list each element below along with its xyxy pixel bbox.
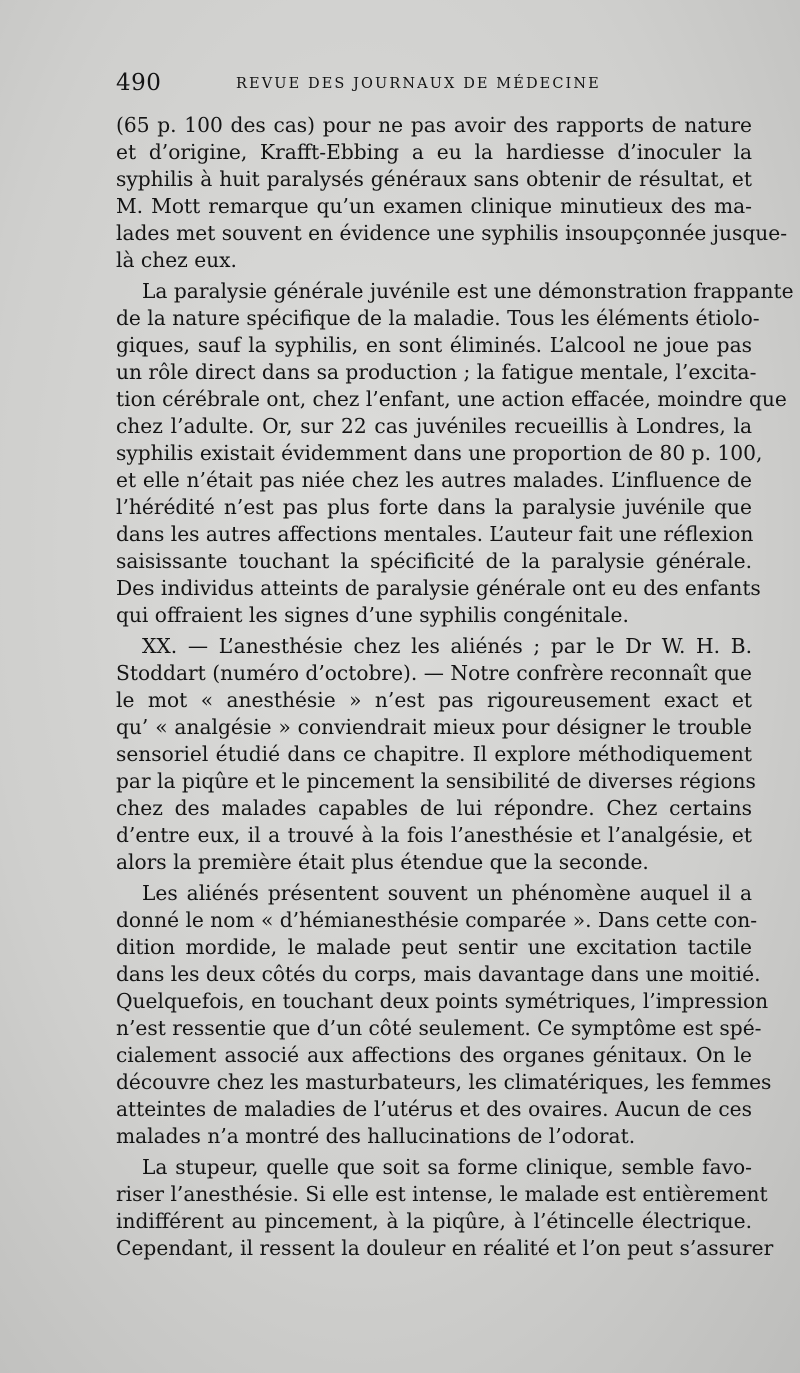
paragraph [116, 880, 772, 1150]
text-line: alors la première était plus étendue que la seconde. [116, 850, 649, 874]
text-line: (65 p. 100 des cas) pour ne pas avoir des rapports de nature [116, 113, 752, 137]
page-number: 490 [116, 70, 162, 96]
text-line: Cependant, il ressent la douleur en réalité et l’on peut s’assurer [116, 1236, 774, 1260]
text-line: riser l’anesthésie. Si elle est intense, le malade est entièrement [116, 1182, 768, 1206]
text-line: un rôle direct dans sa production ; la fatigue mentale, l’excita- [116, 360, 757, 384]
text-line: découvre chez les masturbateurs, les climatériques, les femmes [116, 1070, 772, 1094]
text-line: qu’ « analgésie » conviendrait mieux pour désigner le trouble [116, 715, 752, 739]
text-line: n’est ressentie que d’un côté seulement. Ce symptôme est spé- [116, 1016, 762, 1040]
section-heading-line: XX. — L’anesthésie chez les aliénés ; par le Dr W. H. B. [142, 634, 752, 658]
text-line: Stoddart (numéro d’octobre). — Notre confrère reconnaît que [116, 661, 752, 685]
text-line: chez des malades capables de lui répondre. Chez certains [116, 796, 752, 820]
text-line: dans les deux côtés du corps, mais davantage dans une moitié. [116, 962, 761, 986]
text-line: tion cérébrale ont, chez l’enfant, une action effacée, moindre que [116, 387, 787, 411]
text-line: d’entre eux, il a trouvé à la fois l’anesthésie et l’analgésie, et [116, 823, 752, 847]
paragraph [116, 633, 756, 876]
text-line: giques, sauf la syphilis, en sont éliminés. L’alcool ne joue pas [116, 333, 752, 357]
text-line: et elle n’était pas niée chez les autres malades. L’influence de [116, 468, 752, 492]
text-line: cialement associé aux affections des organes génitaux. On le [116, 1043, 752, 1067]
text-line: donné le nom « d’hémianesthésie comparée ». Dans cette con- [116, 908, 758, 932]
text-line: La paralysie générale juvénile est une démonstration frappante [142, 279, 794, 303]
paragraph [116, 1154, 774, 1262]
text-line: saisissante touchant la spécificité de la paralysie générale. [116, 549, 752, 573]
paragraph [116, 112, 788, 274]
text-line: par la piqûre et le pincement la sensibilité de diverses régions [116, 769, 756, 793]
paragraph [116, 278, 794, 629]
text-line: Les aliénés présentent souvent un phénomène auquel il a [142, 881, 752, 905]
text-line: lades met souvent en évidence une syphilis insoupçonnée jusque- [116, 221, 788, 245]
running-head: REVUE DES JOURNAUX DE MÉDECINE [236, 76, 601, 92]
text-line: le mot « anesthésie » n’est pas rigoureusement exact et [116, 688, 752, 712]
text-line: Quelquefois, en touchant deux points symétriques, l’impression [116, 989, 769, 1013]
text-line: dition mordide, le malade peut sentir une excitation tactile [116, 935, 752, 959]
text-line: sensoriel étudié dans ce chapitre. Il explore méthodiquement [116, 742, 752, 766]
text-line: La stupeur, quelle que soit sa forme clinique, semble favo- [142, 1155, 752, 1179]
text-line: chez l’adulte. Or, sur 22 cas juvéniles recueillis à Londres, la [116, 414, 752, 438]
text-line: atteintes de maladies de l’utérus et des ovaires. Aucun de ces [116, 1097, 752, 1121]
text-line: l’hérédité n’est pas plus forte dans la paralysie juvénile que [116, 495, 752, 519]
text-line: malades n’a montré des hallucinations de l’odorat. [116, 1124, 636, 1148]
text-line: M. Mott remarque qu’un examen clinique minutieux des ma- [116, 194, 752, 218]
text-line: Des individus atteints de paralysie générale ont eu des enfants [116, 576, 761, 600]
text-line: syphilis existait évidemment dans une proportion de 80 p. 100, [116, 441, 763, 465]
text-line: qui offraient les signes d’une syphilis congénitale. [116, 603, 629, 627]
text-line: et d’origine, Krafft-Ebbing a eu la hardiesse d’inoculer la [116, 140, 752, 164]
text-line: indifférent au pincement, à la piqûre, à l’étincelle électrique. [116, 1209, 752, 1233]
body-text [116, 112, 794, 1262]
page-header [116, 70, 756, 110]
text-line: là chez eux. [116, 248, 237, 272]
text-line: dans les autres affections mentales. L’auteur fait une réflexion [116, 522, 754, 546]
text-line: syphilis à huit paralysés généraux sans obtenir de résultat, et [116, 167, 752, 191]
text-line: de la nature spécifique de la maladie. Tous les éléments étiolo- [116, 306, 760, 330]
